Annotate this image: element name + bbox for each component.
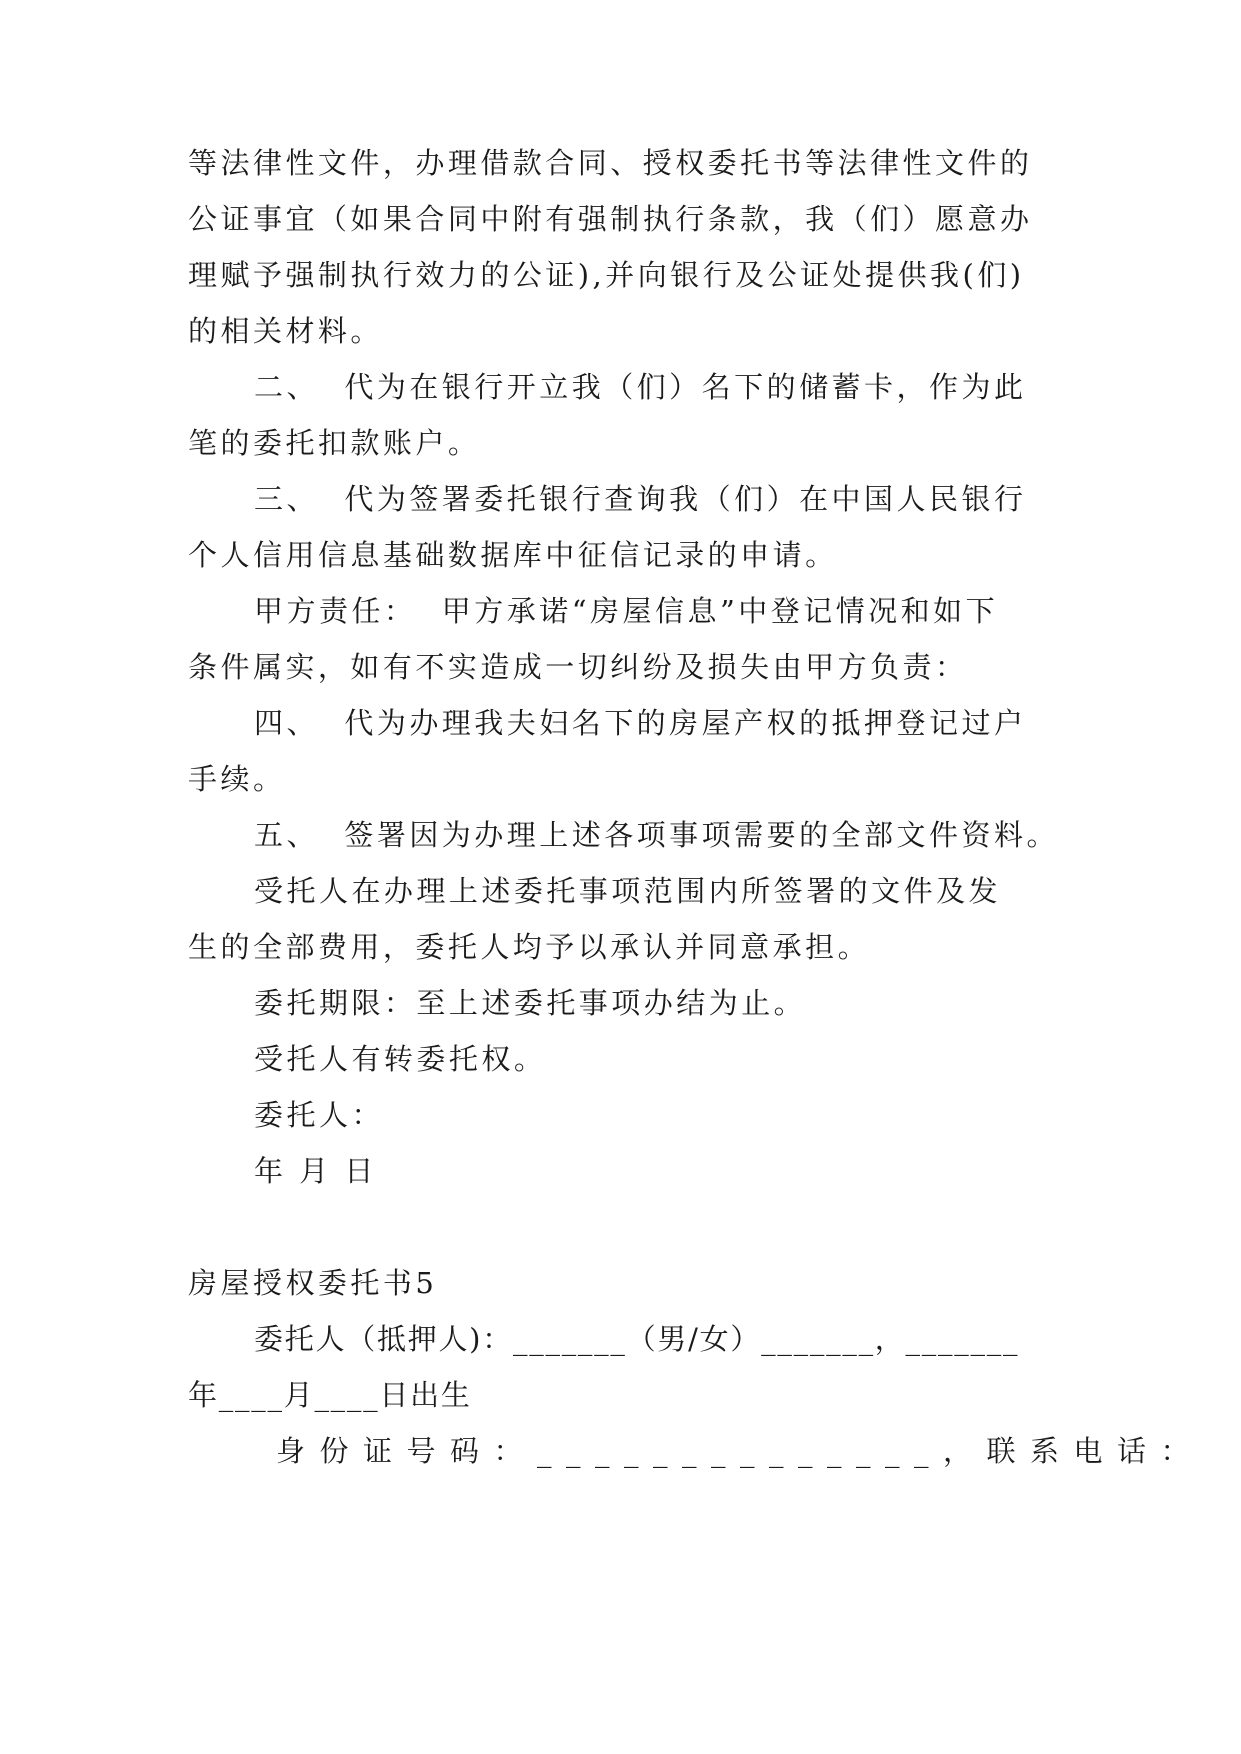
signature-date-line: 年 月 日 (254, 1154, 377, 1188)
trustee-line-2: 生的全部费用，委托人均予以承认并同意承担。 (188, 930, 871, 964)
term-line: 委托期限：至上述委托事项办结为止。 (254, 986, 807, 1020)
body-line-3: 理赋予强制执行效力的公证),并向银行及公证处提供我(们) (188, 258, 1025, 292)
body-line-4: 的相关材料。 (188, 314, 383, 348)
party-a-responsibility-line-2: 条件属实，如有不实造成一切纠纷及损失由甲方负责： (188, 650, 968, 684)
principal-signature-label: 委托人： (254, 1098, 384, 1132)
body-line-1: 等法律性文件，办理借款合同、授权委托书等法律性文件的 (188, 146, 1033, 180)
trustee-line-1: 受托人在办理上述委托事项范围内所签署的文件及发 (254, 874, 1002, 908)
birth-date-line: 年____月____日出生 (188, 1378, 472, 1412)
sub-delegation-line: 受托人有转委托权。 (254, 1042, 547, 1076)
id-phone-line: 身份证号码：______________，联系电话： (276, 1434, 1205, 1468)
clause-four-line-1: 四、 代为办理我夫妇名下的房屋产权的抵押登记过户 (254, 706, 1027, 740)
party-a-responsibility-line-1: 甲方责任： 甲方承诺“房屋信息”中登记情况和如下 (254, 594, 999, 628)
clause-three-line-2: 个人信用信息基础数据库中征信记录的申请。 (188, 538, 838, 572)
body-line-2: 公证事宜（如果合同中附有强制执行条款，我（们）愿意办 (188, 202, 1033, 236)
clause-four-line-2: 手续。 (188, 762, 286, 796)
section-heading: 房屋授权委托书5 (188, 1266, 438, 1300)
clause-two-line-2: 笔的委托扣款账户。 (188, 426, 481, 460)
principal-info-line: 委托人（抵押人)：_______（男/女）_______，_______ (254, 1322, 1020, 1356)
clause-two-line-1: 二、 代为在银行开立我（们）名下的储蓄卡，作为此 (254, 370, 1027, 404)
clause-five-line: 五、 签署因为办理上述各项事项需要的全部文件资料。 (254, 818, 1059, 852)
clause-three-line-1: 三、 代为签署委托银行查询我（们）在中国人民银行 (254, 482, 1027, 516)
